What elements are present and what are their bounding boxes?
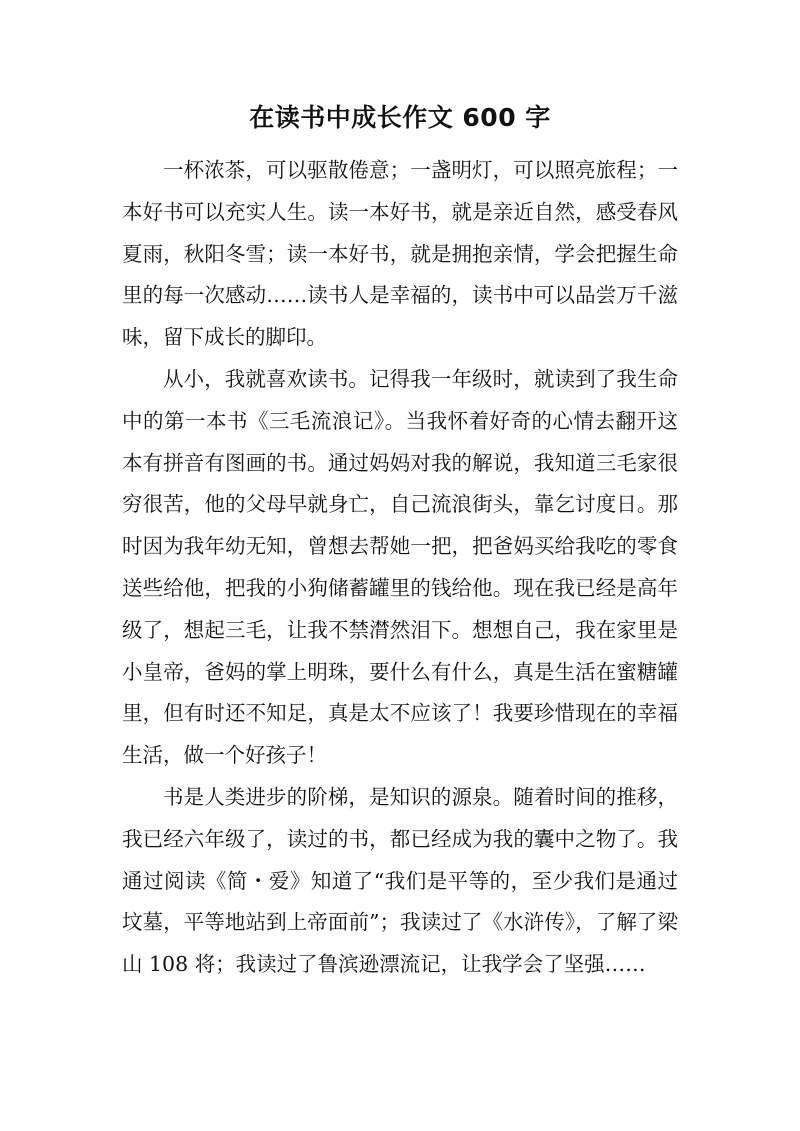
paragraph-1: 一杯浓茶，可以驱散倦意；一盏明灯，可以照亮旅程；一本好书可以充实人生。读一本好书，就是亲近自然，感受春风夏雨，秋阳冬雪；读一本好书，就是拥抱亲情，学会把握生命里的每一次感动……读书人是幸福的，读书中可以品尝万千滋味，留下成长的脚印。 [122, 158, 678, 350]
paragraph-2: 从小，我就喜欢读书。记得我一年级时，就读到了我生命中的第一本书《三毛流浪记》。当我怀着好奇的心情去翻开这本有拼音有图画的书。通过妈妈对我的解说，我知道三毛家很穷很苦，他的父母早就身亡，自己流浪街头，靠乞讨度日。那时因为我年幼无知，曾想去帮她一把，把爸妈买给我吃的零食送些给他，把我的小狗储蓄罐里的钱给他。现在我已经是高年级了，想起三毛，让我不禁潸然泪下。想想自己，我在家里是小皇帝，爸妈的掌上明珠，要什么有什么，真是生活在蜜糖罐里，但有时还不知足，真是太不应该了！我要珍惜现在的幸福生活，做一个好孩子！ [122, 366, 678, 768]
paragraph-3: 书是人类进步的阶梯，是知识的源泉。随着时间的推移，我已经六年级了，读过的书，都已经成为我的囊中之物了。我通过阅读《简・爱》知道了“我们是平等的，至少我们是通过坟墓，平等地站到上帝面前”；我读过了《水浒传》，了解了梁山 108 将；我读过了鲁滨逊漂流记，让我学会了坚强…… [122, 784, 678, 977]
document-title: 在读书中成长作文 600 字 [249, 103, 551, 132]
document-page [122, 96, 678, 986]
document-body [122, 150, 678, 986]
